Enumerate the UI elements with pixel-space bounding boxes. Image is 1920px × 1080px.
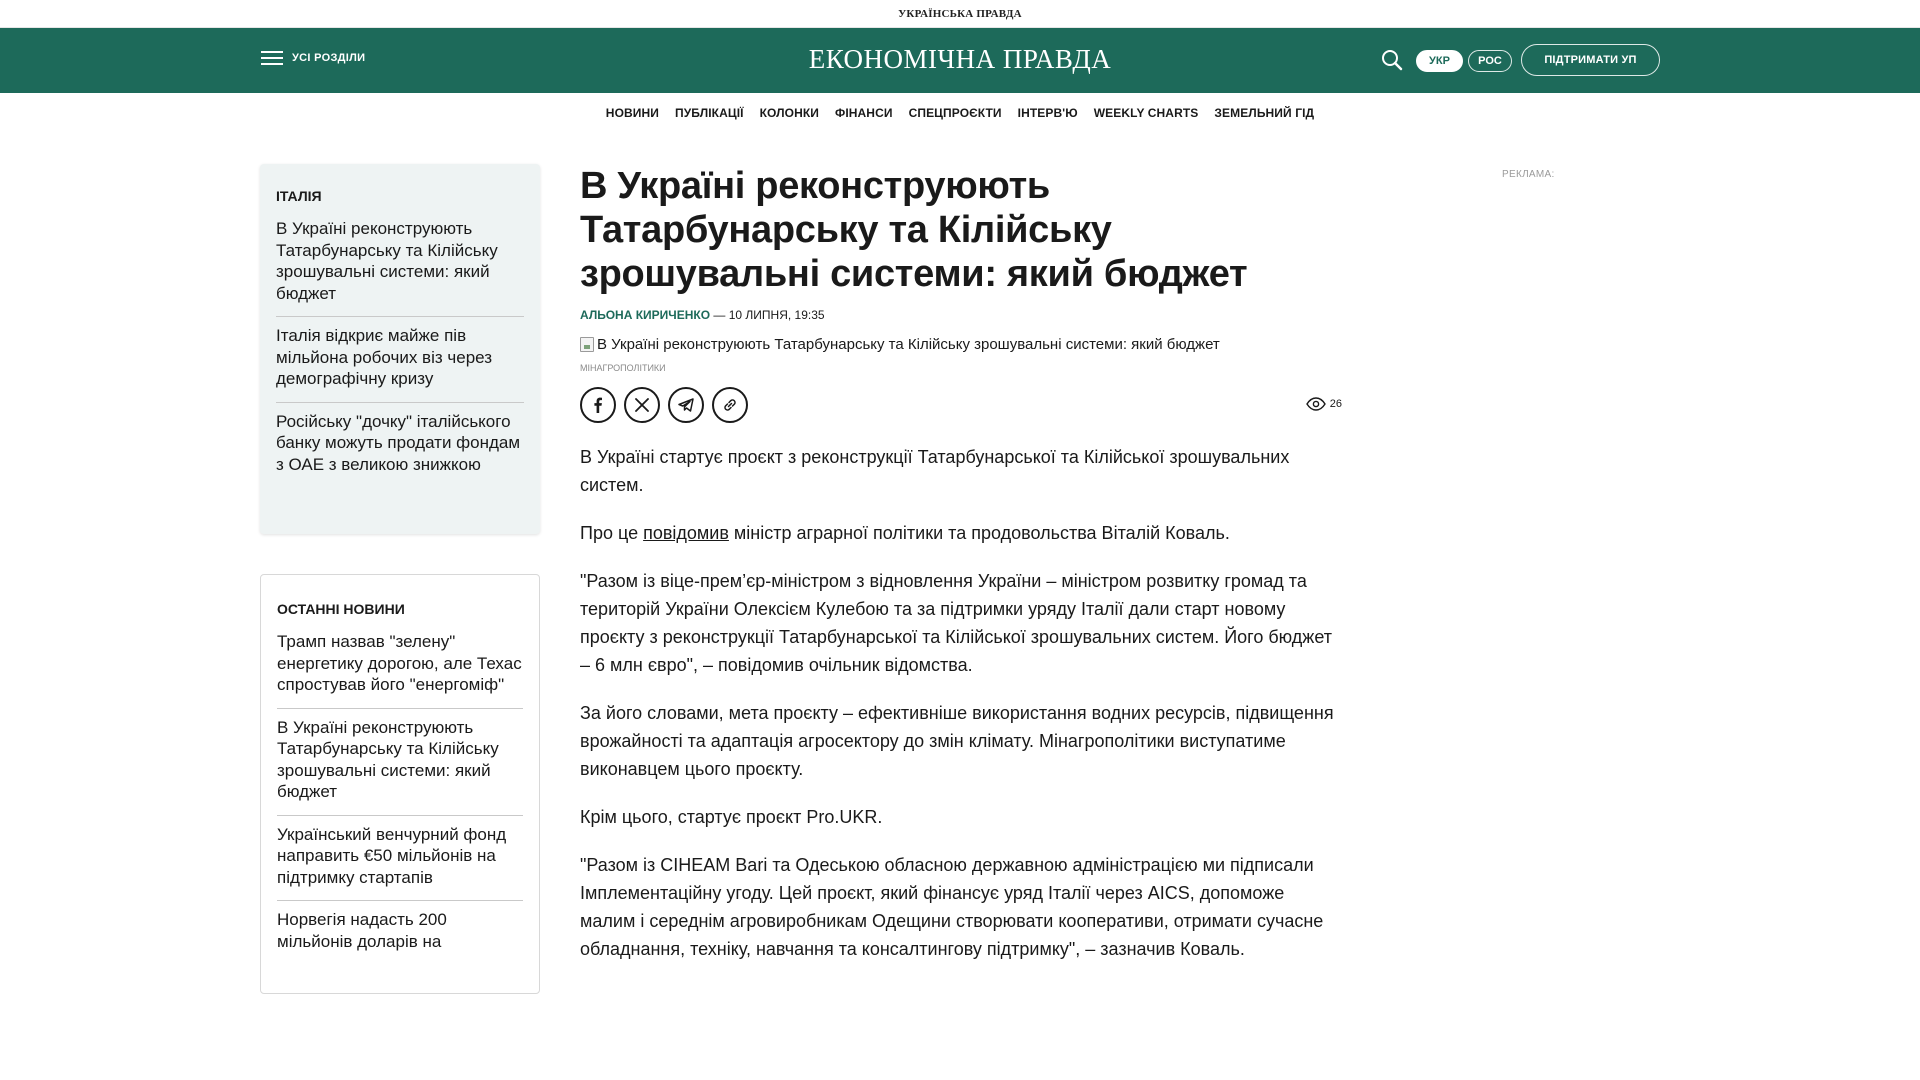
author-link[interactable]: АЛЬОНА КИРИЧЕНКО — [580, 308, 711, 322]
nav-item-weekly-charts[interactable]: WEEKLY CHARTS — [1093, 106, 1199, 120]
latest-news-title[interactable]: ОСТАННІ НОВИНИ — [277, 601, 405, 617]
site-logo[interactable]: ЕКОНОМІЧНА ПРАВДА — [808, 44, 1112, 74]
article-paragraph: За його словами, мета проєкту – ефективніше використання водних ресурсів, підвищення врожайності та адаптація агросектору до змін клімату. Мінагрополітики виступатиме виконавцем цього проєкту. — [580, 703, 1334, 779]
support-button[interactable]: ПІДТРИМАТИ УП — [1521, 44, 1660, 76]
article-body — [580, 443, 1342, 963]
image-caption: МІНАГРОПОЛІТИКИ — [580, 363, 666, 373]
latest-news-item[interactable]: В Україні реконструюють Татарбунарську та Кілійську зрошувальні системи: який бюджет — [277, 709, 523, 816]
nav-item-publications[interactable]: ПУБЛІКАЦІЇ — [674, 106, 744, 120]
latest-news-item[interactable]: Український венчурний фонд направить €50 мільйонів на підтримку стартапів — [277, 816, 523, 902]
italy-card-title[interactable]: ІТАЛІЯ — [276, 188, 322, 204]
article-image-alt: В Україні реконструюють Татарбунарську та Кілійську зрошувальні системи: який бюджет — [597, 336, 1220, 353]
article — [580, 164, 1342, 963]
italy-news-item[interactable]: В Україні реконструюють Татарбунарську та Кілійську зрошувальні системи: який бюджет — [276, 218, 524, 317]
eye-icon — [1306, 397, 1326, 411]
parent-site-logo[interactable]: УКРАЇНСЬКА ПРАВДА — [898, 8, 1022, 20]
nav-item-finance[interactable]: ФІНАНСИ — [835, 106, 893, 120]
lang-ros-button[interactable]: РОС — [1468, 50, 1512, 72]
article-paragraph: Про це повідомив міністр аграрної політики та продовольства Віталій Коваль. — [580, 523, 1230, 543]
lang-ukr-button[interactable]: УКР — [1416, 50, 1463, 72]
article-meta — [580, 308, 1342, 322]
top-strip — [0, 0, 1920, 28]
nav-item-land-guide[interactable]: ЗЕМЕЛЬНИЙ ГІД — [1214, 106, 1315, 120]
sidebar-latest-news-card — [260, 574, 540, 994]
article-paragraph: "Разом із CIHEAM Bari та Одеською обласною державною адміністрацією ми підписали Імплементаційну угоду. Цей проєкт, який фінансує уряд Італії через AICS, допоможе малим і середнім агровиробникам Одещини створювати кооперативи, отримати сучасне обладнання, техніку, навчання та консалтингову підтримку", – зазначив Коваль. — [580, 855, 1324, 959]
nav-item-columns[interactable]: КОЛОНКИ — [759, 106, 819, 120]
telegram-icon[interactable] — [668, 387, 704, 423]
nav-item-special-projects[interactable]: СПЕЦПРОЄКТИ — [908, 106, 1002, 120]
search-icon[interactable] — [1380, 48, 1404, 72]
views-count: 26 — [1329, 398, 1342, 410]
facebook-icon[interactable] — [580, 387, 616, 423]
nav-item-interview[interactable]: ІНТЕРВ'Ю — [1017, 106, 1078, 120]
latest-news-item[interactable]: Норвегія надасть 200 мільйонів доларів на — [277, 910, 447, 951]
share-bar — [580, 387, 1342, 425]
article-paragraph: В Україні стартує проєкт з реконструкції Татарбунарської та Кілійської зрошувальних систем. — [580, 447, 1290, 495]
latest-news-item[interactable]: Трамп назвав "зелену" енергетику дорогою, але Техас спростував його "енергоміф" — [277, 631, 523, 709]
sidebar-italy-card — [260, 164, 540, 534]
article-image — [580, 336, 1342, 353]
all-sections-label: УСІ РОЗДІЛИ — [292, 52, 366, 64]
nav-item-news[interactable]: НОВИНИ — [605, 106, 659, 120]
source-link[interactable]: повідомив — [643, 523, 729, 543]
site-header — [0, 28, 1920, 93]
broken-image-icon — [580, 337, 594, 352]
article-paragraph: Крім цього, стартує проєкт Pro.UKR. — [580, 807, 883, 827]
main-nav — [0, 93, 1920, 133]
article-paragraph: "Разом із віце-прем’єр-міністром з відновлення України – міністром розвитку громад та територій України Олексієм Кулебою та за підтримки уряду Італії дали старт новому проєкту з реконструкції Татарбунарської та Кілійської зрошувальних систем. Його бюджет – 6 млн євро", – повідомив очільник відомства. — [580, 571, 1332, 675]
x-icon[interactable] — [624, 387, 660, 423]
article-date: — 10 ЛИПНЯ, 19:35 — [710, 308, 825, 322]
views-counter — [1306, 397, 1342, 411]
article-title: В Україні реконструюють Татарбунарську та Кілійську зрошувальні системи: який бюджет — [580, 165, 1248, 295]
italy-news-item[interactable]: Італія відкриє майже пів мільйона робочих віз через демографічну кризу — [276, 317, 524, 403]
link-icon[interactable] — [712, 387, 748, 423]
italy-news-item[interactable]: Російську "дочку" італійського банку можуть продати фондам з ОАЕ з великою знижкою — [276, 411, 521, 474]
ad-label: РЕКЛАМА: — [1502, 169, 1555, 180]
